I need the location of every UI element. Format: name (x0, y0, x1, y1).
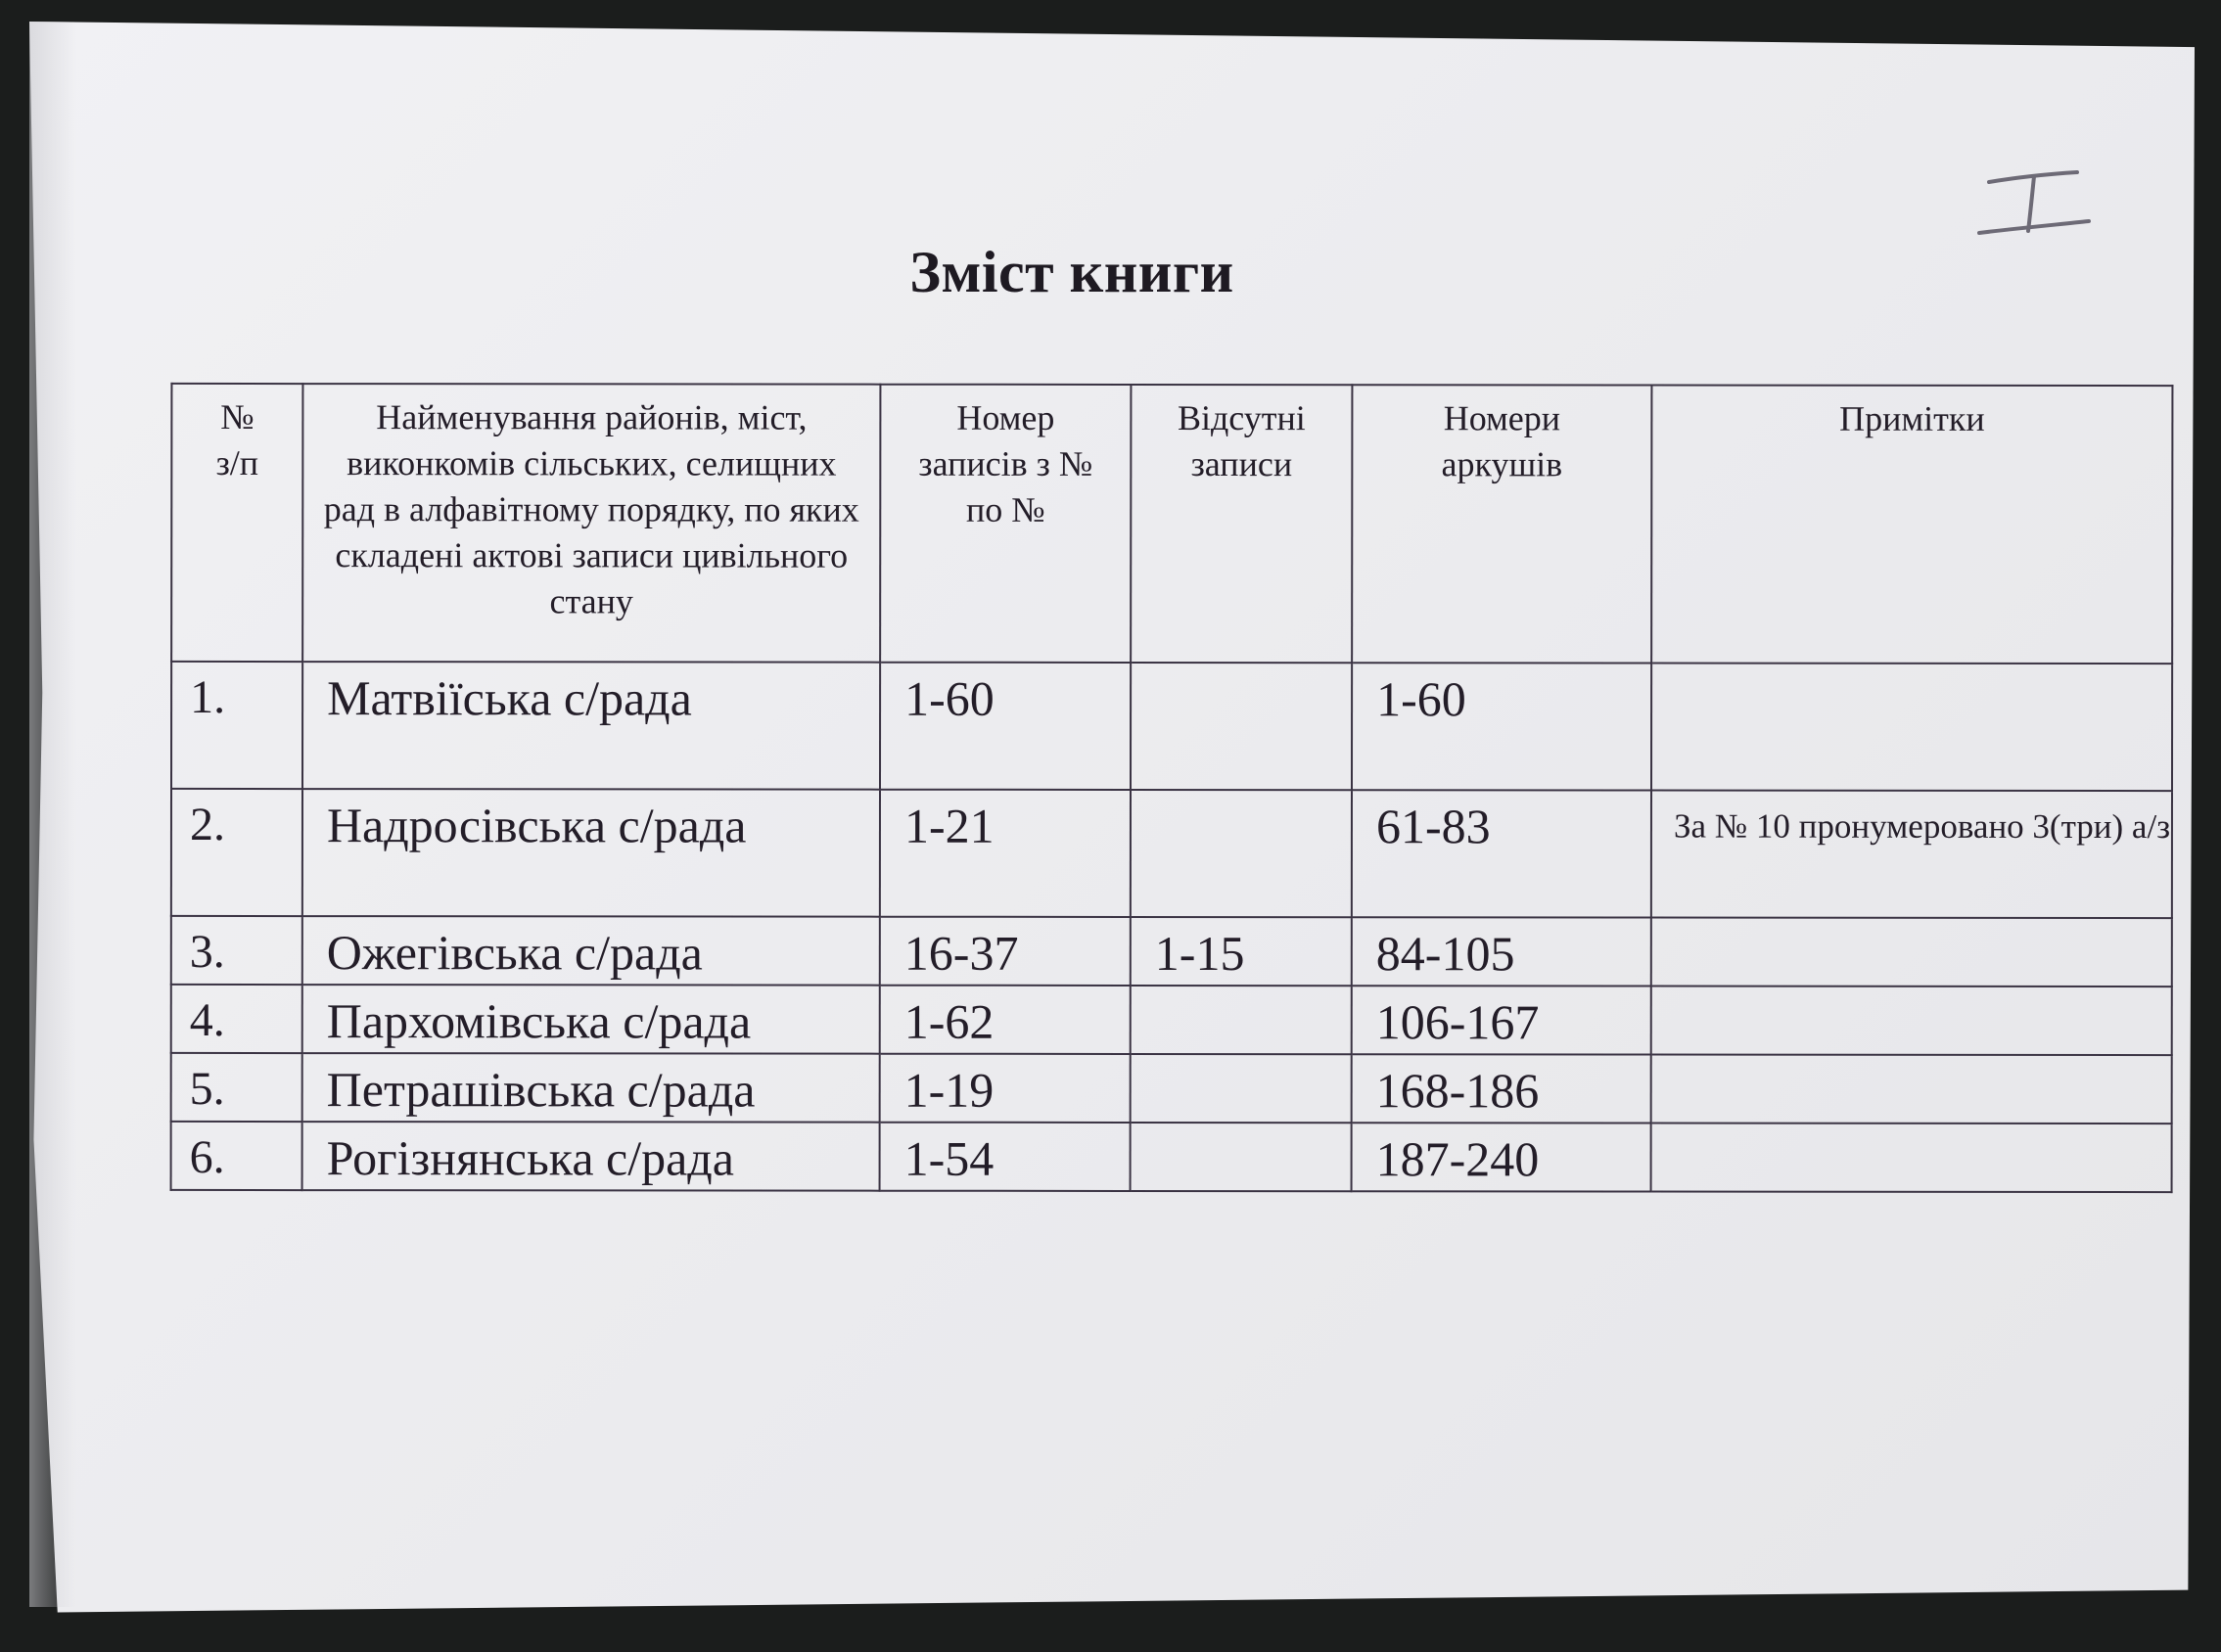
row-records: 1-54 (880, 1123, 1131, 1191)
row-name: Матвіїська с/рада (302, 662, 880, 790)
row-number: 4. (171, 985, 302, 1053)
table-header-row (171, 384, 2172, 664)
row-missing (1131, 1054, 1352, 1123)
row-notes (1651, 1055, 2172, 1124)
row-sheets: 106-167 (1352, 986, 1651, 1054)
row-notes (1651, 664, 2172, 792)
row-number: 2. (171, 789, 302, 916)
row-sheets: 187-240 (1352, 1123, 1651, 1191)
row-missing: 1-15 (1131, 917, 1352, 986)
table-row (171, 1053, 2172, 1124)
row-notes (1651, 1124, 2172, 1193)
row-records: 1-19 (880, 1054, 1131, 1123)
row-notes (1651, 987, 2172, 1056)
row-name: Надросівська с/рада (302, 789, 880, 917)
contents-table (170, 383, 2174, 1193)
row-missing (1131, 790, 1352, 917)
header-sheets: Номери аркушів (1352, 385, 1651, 663)
header-name: Найменування районів, міст, виконкомів сільських, селищних рад в алфавітному порядку, по яких складені актові записи цивільного стану (302, 384, 880, 663)
table-row (171, 789, 2172, 918)
header-records: Номер записів з № по № (880, 385, 1131, 663)
header-number: № з/п (171, 384, 302, 662)
row-sheets: 84-105 (1352, 917, 1651, 986)
row-records: 16-37 (880, 917, 1131, 986)
row-name: Ожегівська с/рада (302, 916, 880, 986)
row-missing (1131, 1123, 1352, 1191)
header-missing: Відсутні записи (1131, 385, 1352, 663)
row-name: Петрашівська с/рада (302, 1053, 880, 1123)
row-missing (1131, 663, 1352, 790)
row-name: Рогізнянська с/рада (302, 1122, 880, 1191)
row-number: 1. (171, 662, 302, 789)
row-name: Пархомівська с/рада (302, 985, 880, 1054)
row-records: 1-62 (880, 986, 1131, 1054)
row-records: 1-21 (880, 790, 1131, 917)
table-row (171, 662, 2172, 791)
row-sheets: 1-60 (1352, 663, 1651, 790)
table-row (171, 916, 2172, 987)
row-number: 6. (171, 1122, 302, 1190)
table-row (171, 1122, 2172, 1192)
header-notes: Примітки (1651, 386, 2172, 665)
row-sheets: 61-83 (1352, 790, 1651, 917)
row-notes: За № 10 пронумеровано 3(три) а/з (1651, 791, 2172, 919)
table-row (171, 985, 2172, 1055)
row-notes (1651, 918, 2172, 987)
row-missing (1131, 986, 1352, 1054)
row-number: 3. (171, 916, 302, 985)
row-records: 1-60 (880, 663, 1131, 790)
document-title: Зміст книги (909, 240, 1234, 304)
row-number: 5. (171, 1053, 302, 1122)
row-sheets: 168-186 (1352, 1054, 1651, 1123)
handwritten-sheet-mark (1975, 137, 2093, 245)
